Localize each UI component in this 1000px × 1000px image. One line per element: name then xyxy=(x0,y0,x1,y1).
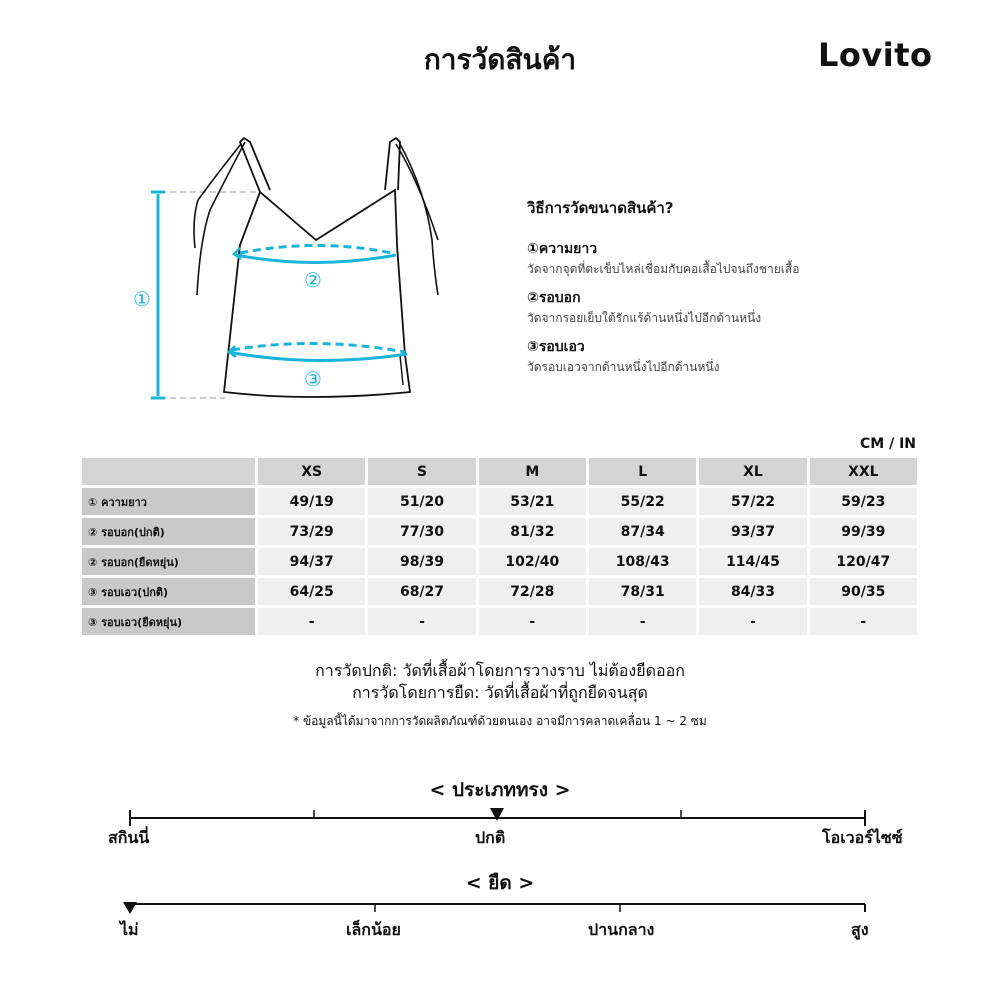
table-cell: 120/47 xyxy=(810,548,917,575)
fit-selected-marker xyxy=(490,808,504,821)
table-cell: 55/22 xyxy=(589,488,696,515)
table-cell: 94/37 xyxy=(258,548,365,575)
table-cell: 78/31 xyxy=(589,578,696,605)
row-label: ② รอบอก(ยืดหยุ่น) xyxy=(82,548,255,575)
size-header: L xyxy=(589,458,696,485)
stretch-scale-title: < ยืด > xyxy=(465,872,535,894)
size-header: S xyxy=(368,458,475,485)
table-cell: 84/33 xyxy=(699,578,806,605)
marker-bust: ② xyxy=(304,268,322,292)
table-cell: 81/32 xyxy=(479,518,586,545)
table-cell: 114/45 xyxy=(699,548,806,575)
page-title: การวัดสินค้า xyxy=(423,43,577,76)
row-label: ③ รอบเอว(ยืดหยุ่น) xyxy=(82,608,255,635)
table-cell: 68/27 xyxy=(368,578,475,605)
row-label: ② รอบอก(ปกติ) xyxy=(82,518,255,545)
table-row xyxy=(82,608,917,635)
guide-bust-desc: วัดจากรอยเย็บใต้รักแร้ด้านหนึ่งไปอีกด้านหนึ่ง xyxy=(527,311,762,325)
fit-label-oversize: โอเวอร์ไซซ์ xyxy=(822,828,903,847)
measurement-notes xyxy=(0,660,1000,731)
table-cell: 108/43 xyxy=(589,548,696,575)
table-header-row xyxy=(82,458,917,485)
guide-waist-desc: วัดรอบเอวจากด้านหนึ่งไปอีกด้านหนึ่ง xyxy=(527,360,720,374)
table-cell: 73/29 xyxy=(258,518,365,545)
table-cell: 64/25 xyxy=(258,578,365,605)
size-table xyxy=(79,455,920,638)
stretch-label-high: สูง xyxy=(851,920,869,939)
guide-bust-title: ②รอบอก xyxy=(527,290,581,306)
table-cell: 72/28 xyxy=(479,578,586,605)
note-normal: การวัดปกติ: วัดที่เสื้อผ้าโดยการวางราบ ไม่ต้องยืดออก xyxy=(315,661,685,680)
note-disclaimer: * ข้อมูลนี้ได้มาจากการวัดผลิตภัณฑ์ด้วยตนเอง อาจมีการคลาดเคลื่อน 1 ~ 2 ซม xyxy=(293,714,707,728)
table-cell: - xyxy=(810,608,917,635)
size-header: XXL xyxy=(810,458,917,485)
size-header: M xyxy=(479,458,586,485)
row-label: ① ความยาว xyxy=(82,488,255,515)
guide-length-desc: วัดจากจุดที่ตะเข็บไหล่เชื่อมกับคอเสื้อไปจนถึงชายเสื้อ xyxy=(527,262,800,276)
table-cell: 57/22 xyxy=(699,488,806,515)
guide-heading: วิธีการวัดขนาดสินค้า? xyxy=(527,199,674,217)
marker-length: ① xyxy=(133,287,151,311)
table-cell: 59/23 xyxy=(810,488,917,515)
stretch-label-slight: เล็กน้อย xyxy=(346,920,401,939)
table-cell: 53/21 xyxy=(479,488,586,515)
brand-logo: Lovito xyxy=(818,36,933,74)
length-arrow xyxy=(151,192,165,398)
table-cell: - xyxy=(368,608,475,635)
unit-label: CM / IN xyxy=(860,436,916,452)
table-cell: 99/39 xyxy=(810,518,917,545)
size-header: XL xyxy=(699,458,806,485)
table-cell: - xyxy=(479,608,586,635)
table-row xyxy=(82,578,917,605)
fit-label-skinny: สกินนี่ xyxy=(108,828,150,847)
table-cell: 51/20 xyxy=(368,488,475,515)
fit-scale-title: < ประเภททรง > xyxy=(429,779,571,801)
stretch-label-medium: ปานกลาง xyxy=(588,920,655,939)
table-cell: - xyxy=(699,608,806,635)
size-header: XS xyxy=(258,458,365,485)
fit-label-regular: ปกติ xyxy=(475,828,506,847)
guide-length-title: ①ความยาว xyxy=(527,241,598,257)
table-cell: 98/39 xyxy=(368,548,475,575)
table-cell: 102/40 xyxy=(479,548,586,575)
table-cell: 77/30 xyxy=(368,518,475,545)
table-row xyxy=(82,518,917,545)
stretch-scale-bar xyxy=(0,892,1000,922)
table-row xyxy=(82,548,917,575)
table-cell: - xyxy=(589,608,696,635)
guide-waist-title: ③รอบเอว xyxy=(527,339,585,355)
row-label: ③ รอบเอว(ปกติ) xyxy=(82,578,255,605)
table-cell: - xyxy=(258,608,365,635)
table-cell: 87/34 xyxy=(589,518,696,545)
table-row xyxy=(82,488,917,515)
table-corner xyxy=(82,458,255,485)
table-cell: 93/37 xyxy=(699,518,806,545)
note-stretch: การวัดโดยการยืด: วัดที่เสื้อผ้าที่ถูกยืดจนสุด xyxy=(352,683,648,702)
table-cell: 90/35 xyxy=(810,578,917,605)
stretch-selected-marker xyxy=(123,902,137,914)
measurement-guide xyxy=(527,196,967,385)
stretch-label-none: ไม่ xyxy=(120,920,139,939)
table-cell: 49/19 xyxy=(258,488,365,515)
garment-diagram xyxy=(100,130,460,415)
marker-waist: ③ xyxy=(304,367,322,391)
